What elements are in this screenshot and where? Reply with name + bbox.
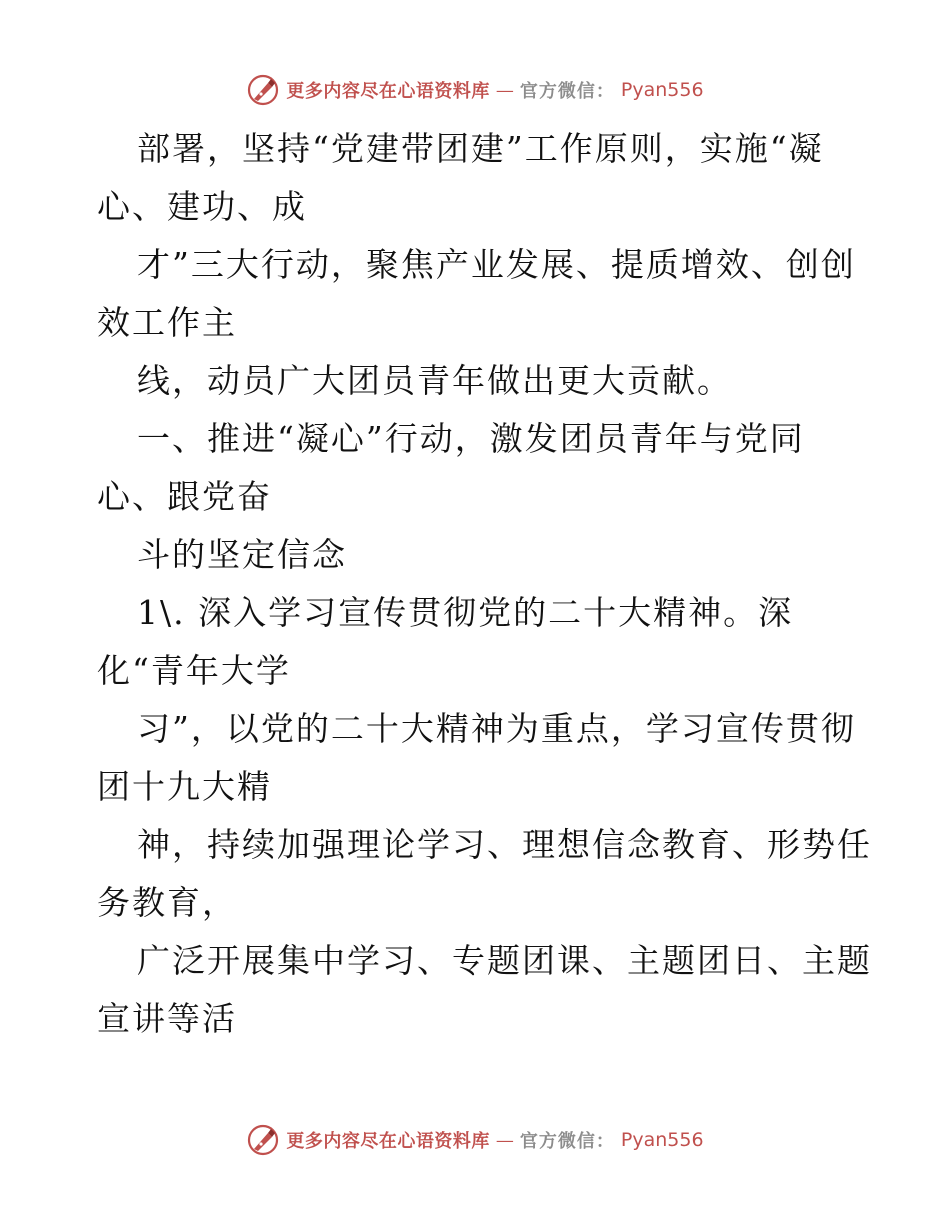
watermark-dash: — <box>495 1129 514 1151</box>
watermark-title: 更多内容尽在心语资料库 <box>286 81 490 102</box>
text-line: 广泛开展集中学习、专题团课、主题团日、主题 <box>137 941 872 980</box>
text-line: 才”三大行动，聚焦产业发展、提质增效、创创 <box>137 245 856 284</box>
text-line: 部署，坚持“党建带团建”工作原则，实施“凝 <box>137 129 824 168</box>
document-body <box>97 120 872 1048</box>
pen-nib-logo-icon <box>246 73 280 107</box>
section-heading: 一、推进“凝心”行动，激发团员青年与党同 <box>137 419 805 458</box>
text-line: 心、建功、成 <box>97 187 307 226</box>
section-heading-cont: 心、跟党奋 <box>97 477 272 516</box>
text-line: 团十九大精 <box>97 767 272 806</box>
watermark-dash: — <box>495 79 514 101</box>
subsection-heading: 1\. 深入学习宣传贯彻党的二十大精神。深 <box>137 593 794 632</box>
section-heading-cont: 斗的坚定信念 <box>137 535 347 574</box>
text-line: 化“青年大学 <box>97 651 291 690</box>
text-line: 效工作主 <box>97 303 237 342</box>
watermark-wechat-id: Pyan556 <box>620 79 704 101</box>
text-line: 线，动员广大团员青年做出更大贡献。 <box>137 361 732 400</box>
watermark-title: 更多内容尽在心语资料库 <box>286 1131 490 1152</box>
watermark-wechat-id: Pyan556 <box>620 1129 704 1151</box>
text-line: 宣讲等活 <box>97 999 237 1038</box>
text-line: 务教育， <box>97 883 237 922</box>
text-line: 神，持续加强理论学习、理想信念教育、形势任 <box>137 825 872 864</box>
text-line: 习”，以党的二十大精神为重点，学习宣传贯彻 <box>137 709 856 748</box>
header-watermark <box>0 70 950 110</box>
watermark-wechat-label: 官方微信： <box>519 81 615 102</box>
pen-nib-logo-icon <box>246 1123 280 1157</box>
watermark-wechat-label: 官方微信： <box>519 1131 615 1152</box>
footer-watermark <box>0 1120 950 1160</box>
